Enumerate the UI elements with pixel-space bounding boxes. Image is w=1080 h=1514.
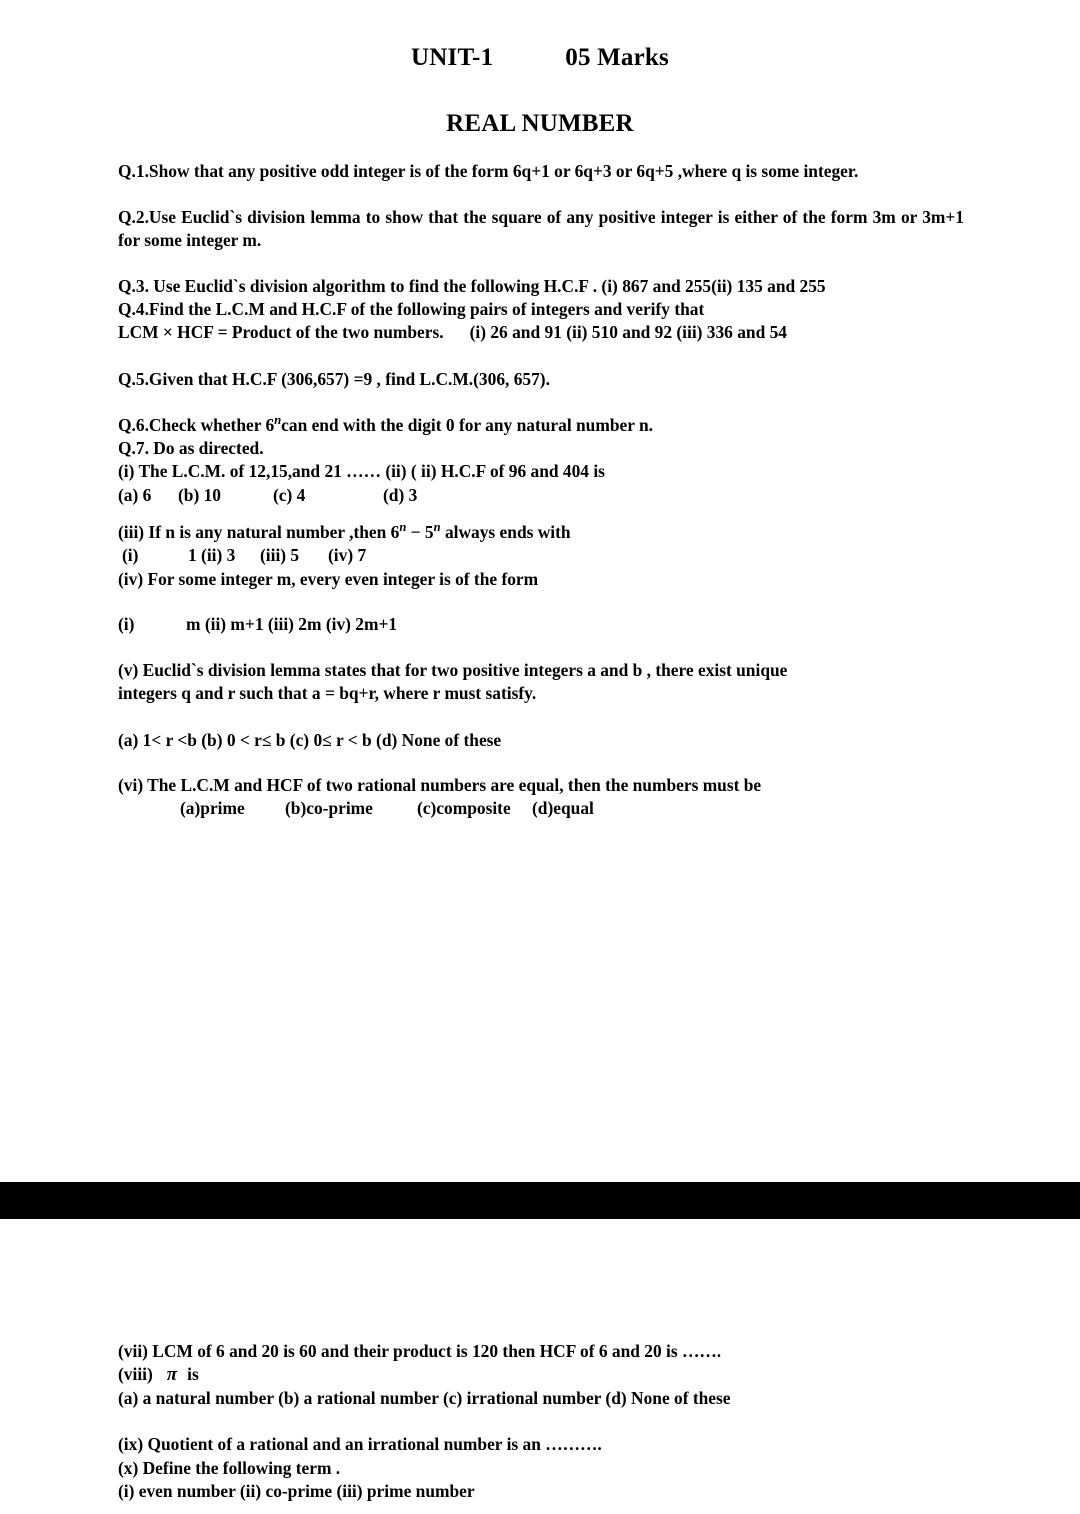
item-vii-text: (vii) LCM of 6 and 20 is 60 and their product is 120 then HCF of 6 and 20 is …….	[118, 1341, 722, 1361]
item-iii-prefix: (iii) If n is any natural number ,then 6	[118, 522, 400, 542]
unit-label: UNIT-1	[411, 44, 494, 71]
question-7-item-iv-text: (iv) For some integer m, every even integer is of the form	[118, 568, 539, 589]
question-3-text: Q.3. Use Euclid`s division algorithm to find the following H.C.F . (i) 867 and 255(ii) 135 and 255	[118, 276, 826, 296]
marks-label: 05 Marks	[565, 44, 669, 71]
spacer-block	[118, 1410, 964, 1433]
option-i: (i)	[122, 545, 139, 566]
question-2	[118, 206, 964, 253]
item-x-text: (x) Define the following term .	[118, 1457, 341, 1478]
option-a: (a) 6	[118, 484, 152, 505]
option-rest: m (ii) m+1 (iii) 2m (iv) 2m+1	[186, 614, 398, 634]
option-c: (c)composite	[417, 798, 511, 819]
item-viii-text	[118, 1363, 964, 1386]
question-7-item-iv-options	[118, 613, 964, 636]
exponent-n-1: n	[399, 520, 407, 535]
question-7-item-iii-text	[118, 521, 964, 544]
question-7-item-i: (i) The L.C.M. of 12,15,and 21 …… (ii) ( ii) H.C.F of 96 and 404 is	[118, 461, 605, 482]
option-b: (b) 10	[178, 484, 221, 505]
item-iv-options-row	[118, 613, 964, 636]
question-5	[118, 368, 964, 391]
option-ii: 1 (ii) 3	[188, 545, 236, 566]
option-iii: (iii) 5	[260, 545, 300, 566]
question-4	[118, 298, 964, 345]
item-iii-suffix: always ends with	[440, 522, 571, 542]
option-c: (c) 4	[273, 484, 306, 505]
item-viii-prefix: (viii)	[118, 1364, 153, 1385]
item-viii-suffix: is	[187, 1364, 199, 1385]
page-header-unit-row	[0, 44, 1080, 72]
question-3	[118, 275, 964, 298]
pi-symbol: π	[166, 1364, 178, 1386]
question-5-text: Q.5.Given that H.C.F (306,657) =9 , find L.C.M.(306, 657).	[118, 369, 550, 389]
question-6	[118, 414, 964, 437]
question-6-suffix: can end with the digit 0 for any natural number n.	[281, 415, 654, 435]
item-viii-options-row: (a) a natural number (b) a rational number (c) irrational number (d) None of these	[118, 1387, 731, 1408]
question-7-item-i-options	[118, 484, 964, 507]
exponent-n: n	[274, 413, 282, 428]
question-7-item-vi	[118, 774, 964, 821]
question-6-text	[118, 414, 964, 437]
question-7	[118, 437, 964, 507]
question-7-item-v	[118, 659, 964, 706]
question-1-text: Q.1.Show that any positive odd integer is of the form 6q+1 or 6q+3 or 6q+5 ,where q is some integer.	[118, 161, 859, 181]
option-b: (b)co-prime	[285, 798, 373, 819]
page-title: REAL NUMBER	[446, 110, 634, 137]
question-1	[118, 160, 964, 183]
question-4-line-1: Q.4.Find the L.C.M and H.C.F of the following pairs of integers and verify that	[118, 299, 705, 319]
item-vi-text: (vi) The L.C.M and HCF of two rational numbers are equal, then the numbers must be	[118, 775, 762, 795]
question-7-item-iii	[118, 521, 964, 591]
question-4-formula: LCM × HCF = Product of the two numbers.	[118, 322, 444, 343]
question-4-pairs: (i) 26 and 91 (ii) 510 and 92 (iii) 336 and 54	[469, 322, 788, 343]
option-d: (d) 3	[383, 484, 418, 505]
option-d: (d)equal	[532, 798, 594, 819]
item-v-options-row: (a) 1< r <b (b) 0 < r≤ b (c) 0≤ r < b (d) None of these	[118, 730, 502, 750]
option-a: (a)prime	[180, 798, 245, 819]
item-v-line-1: (v) Euclid`s division lemma states that for two positive integers a and b , there exist unique	[118, 660, 788, 680]
item-vi-options-row	[118, 797, 964, 820]
black-separator-bar	[0, 1182, 1080, 1219]
item-iii-mid: − 5	[406, 522, 434, 542]
question-6-prefix: Q.6.Check whether 6	[118, 415, 275, 435]
question-4-line-2	[118, 321, 964, 344]
question-7-item-iii-options	[118, 544, 964, 567]
option-iv: (iv) 7	[328, 545, 367, 566]
item-ix-text: (ix) Quotient of a rational and an irrational number is an ……….	[118, 1434, 602, 1455]
question-7-heading: Q.7. Do as directed.	[118, 438, 264, 458]
exponent-n-2: n	[433, 520, 441, 535]
item-v-line-2: integers q and r such that a = bq+r, where r must satisfy.	[118, 683, 537, 704]
item-x-terms: (i) even number (ii) co-prime (iii) prime number	[118, 1481, 475, 1502]
question-7-item-v-options	[118, 729, 964, 752]
option-i: (i)	[118, 614, 135, 634]
question-7-continued	[118, 1340, 964, 1503]
question-2-text: Q.2.Use Euclid`s division lemma to show that the square of any positive integer is either of the form 3m or 3m+1 for some integer m.	[118, 207, 964, 251]
